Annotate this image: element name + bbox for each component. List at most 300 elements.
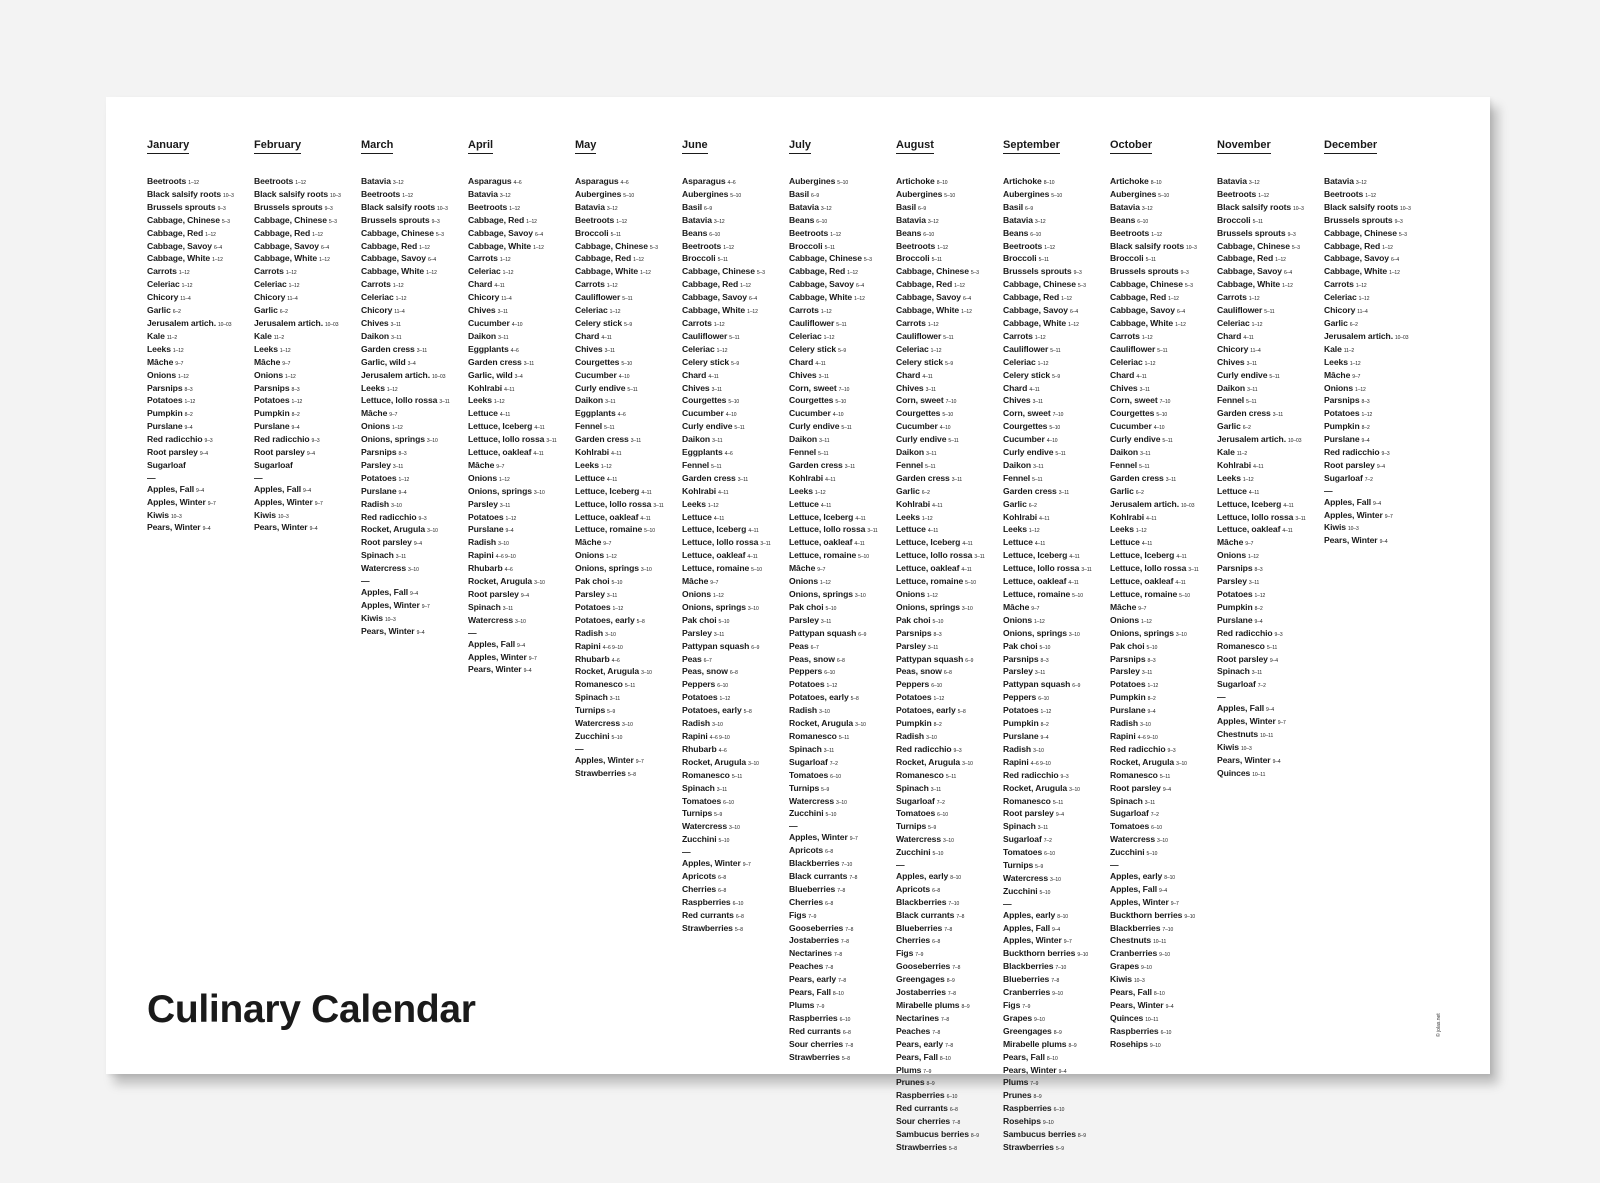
vegetable-item — [468, 202, 572, 215]
section-separator: — — [147, 472, 156, 483]
produce-name: Kale — [254, 330, 272, 341]
fruit-item — [896, 923, 1000, 936]
season-range: 1–12 — [921, 515, 933, 522]
produce-name: Basil — [682, 201, 703, 212]
produce-name: Cabbage, Chinese — [147, 214, 220, 225]
produce-name: Carrots — [1217, 292, 1247, 303]
vegetable-item — [1003, 783, 1107, 796]
produce-name: Zucchini — [575, 730, 610, 741]
season-range: 3–11 — [392, 463, 404, 470]
season-range: 5–11 — [717, 257, 728, 264]
produce-name: Beetroots — [1324, 188, 1364, 199]
season-range: 11–4 — [1357, 309, 1368, 316]
season-range: 1–12 — [285, 270, 297, 277]
season-range: 5–9 — [945, 360, 954, 367]
season-range: 3–4 — [514, 373, 523, 380]
vegetable-item — [682, 744, 786, 757]
season-range: 5–11 — [604, 425, 615, 432]
produce-name: Garlic, wild — [361, 356, 406, 367]
season-range: 1–12 — [178, 270, 190, 277]
vegetable-item — [468, 215, 572, 228]
vegetable-item — [468, 305, 572, 318]
season-range: 3–11 — [604, 347, 615, 354]
produce-name: Black salsify roots — [361, 201, 436, 212]
produce-name: Potatoes — [147, 395, 183, 406]
produce-name: Apples, Fall — [361, 587, 409, 597]
vegetable-item — [361, 421, 465, 434]
produce-name: Rocket, Arugula — [1110, 756, 1175, 767]
vegetable-item — [682, 808, 786, 821]
produce-name: Cabbage, Savoy — [468, 227, 533, 238]
vegetable-item — [575, 344, 679, 357]
season-range: 10–3 — [1186, 244, 1197, 251]
vegetable-item — [1217, 550, 1321, 563]
section-separator: — — [1003, 898, 1012, 909]
month-heading: February — [254, 139, 301, 154]
vegetable-item — [1217, 241, 1321, 254]
vegetable-item — [1324, 215, 1428, 228]
vegetable-item — [1110, 654, 1214, 667]
produce-name: Pears, Winter — [361, 625, 415, 636]
produce-name: Purslane — [361, 485, 397, 496]
produce-name: Apples, Fall — [254, 483, 302, 494]
produce-name: Cabbage, Savoy — [682, 292, 747, 303]
season-range: 5–11 — [838, 734, 850, 741]
produce-name: Beans — [1003, 227, 1029, 238]
produce-name: Rocket, Arugula — [789, 718, 854, 729]
season-range: 5–10 — [1039, 889, 1051, 896]
vegetable-item — [682, 408, 786, 421]
season-range: 6–10 — [923, 231, 935, 238]
produce-name: Celeriac — [1003, 356, 1036, 367]
season-range: 9–10 — [1184, 913, 1196, 920]
produce-name: Brussels sprouts — [1217, 227, 1286, 238]
season-range: 1–12 — [1151, 231, 1162, 238]
produce-name: Carrots — [896, 317, 926, 328]
produce-name: Watercress — [682, 821, 728, 832]
vegetable-item — [682, 266, 786, 279]
produce-name: Lettuce, lollo rossa — [1110, 563, 1187, 574]
produce-name: Rosehips — [1110, 1038, 1148, 1049]
season-range: 6–10 — [732, 900, 744, 907]
season-range: 8–3 — [1254, 567, 1263, 574]
produce-name: Brussels sprouts — [254, 201, 323, 212]
fruit-item — [682, 884, 786, 897]
vegetable-item — [147, 408, 251, 421]
produce-name: Mâche — [1217, 537, 1244, 548]
vegetable-item — [1217, 253, 1321, 266]
season-range: 3–12 — [820, 205, 832, 212]
produce-name: Jerusalem artich. — [1110, 498, 1179, 509]
season-range: 1–12 — [212, 257, 223, 264]
produce-name: Sugarloaf — [254, 459, 293, 470]
produce-name: Mâche — [1003, 601, 1030, 612]
produce-name: Beetroots — [468, 201, 508, 212]
season-range: 5–11 — [731, 773, 743, 780]
month-column-may — [575, 135, 679, 781]
season-range: 1–12 — [600, 463, 612, 470]
vegetable-item — [1324, 383, 1428, 396]
season-range: 5–11 — [734, 425, 745, 432]
produce-name: Lettuce, lollo rossa — [361, 395, 438, 406]
vegetable-item — [1110, 821, 1214, 834]
season-range: 6–7 — [703, 657, 712, 664]
season-range: 3–10 — [641, 670, 652, 677]
season-range: 5–11 — [1055, 451, 1066, 458]
season-range: 9–7 — [282, 360, 291, 367]
season-range: 5–11 — [711, 463, 722, 470]
vegetable-item — [1324, 253, 1428, 266]
season-range: 9–4 — [306, 451, 315, 458]
vegetable-item — [468, 383, 572, 396]
season-range: 4–11 — [1039, 515, 1050, 522]
vegetable-item — [575, 602, 679, 615]
season-range: 6–4 — [1070, 309, 1079, 316]
vegetable-item — [1003, 692, 1107, 705]
produce-name: Pears, Winter — [147, 522, 201, 533]
vegetable-item — [1217, 176, 1321, 189]
vegetable-item — [468, 602, 572, 615]
vegetable-item — [896, 305, 1000, 318]
season-range: 4–11 — [1176, 554, 1187, 561]
vegetable-item — [468, 447, 572, 460]
season-range: 7–10 — [948, 900, 960, 907]
vegetable-item — [1324, 357, 1428, 370]
section-separator: — — [682, 847, 691, 858]
produce-name: Chives — [682, 382, 710, 393]
vegetable-item — [361, 550, 465, 563]
season-range: 7–8 — [1051, 978, 1060, 985]
season-range: 11–4 — [501, 296, 512, 303]
produce-name: Lettuce — [468, 408, 498, 419]
season-range: 3–10 — [391, 502, 402, 509]
vegetable-item — [1324, 279, 1428, 292]
produce-name: Celery stick — [682, 356, 730, 367]
season-range: 5–11 — [841, 425, 852, 432]
produce-name: Root parsley — [1217, 653, 1268, 664]
season-range: 1–12 — [499, 476, 510, 483]
season-range: 5–8 — [734, 926, 743, 933]
vegetable-item — [682, 318, 786, 331]
vegetable-item — [789, 383, 893, 396]
produce-name: Tomatoes — [789, 769, 829, 780]
season-range: 1–12 — [279, 347, 291, 354]
season-range: 4–11 — [713, 515, 725, 522]
season-range: 3–11 — [1188, 567, 1199, 574]
vegetable-item — [789, 318, 893, 331]
season-range: 1–12 — [1382, 244, 1393, 251]
season-range: 8–10 — [939, 1055, 951, 1062]
vegetable-item — [1110, 628, 1214, 641]
produce-name: Leeks — [1003, 524, 1027, 535]
produce-name: Curly endive — [575, 382, 626, 393]
produce-name: Plums — [789, 1000, 815, 1010]
season-range: 4–6 — [620, 180, 629, 186]
season-range: 4–11 — [825, 476, 836, 483]
vegetable-item — [1217, 383, 1321, 396]
season-range: 3–11 — [523, 360, 535, 367]
vegetable-item — [682, 563, 786, 576]
season-range: 6–8 — [943, 670, 952, 677]
produce-name: Garlic — [147, 305, 171, 316]
vegetable-item — [575, 563, 679, 576]
produce-name: Root parsley — [254, 447, 305, 458]
produce-name: Daikon — [1217, 382, 1246, 393]
produce-name: Potatoes, early — [896, 705, 956, 716]
season-range: 6–8 — [825, 900, 834, 907]
vegetable-item — [896, 666, 1000, 679]
vegetable-item — [468, 460, 572, 473]
produce-name: Apricots — [682, 870, 717, 881]
vegetable-item — [147, 266, 251, 279]
vegetable-item — [896, 241, 1000, 254]
season-range: 9–10 — [1159, 952, 1170, 959]
vegetable-item — [1110, 266, 1214, 279]
season-range: 10–03 — [325, 321, 339, 328]
produce-name: Chives — [468, 305, 496, 316]
produce-name: Lettuce — [1110, 537, 1140, 548]
season-range: 5–3 — [863, 257, 872, 264]
fruit-item — [896, 1000, 1000, 1013]
season-range: 6–10 — [1160, 1029, 1172, 1036]
vegetable-item — [361, 486, 465, 499]
produce-name: Garden cress — [1217, 408, 1271, 419]
vegetable-item — [1003, 395, 1107, 408]
season-range: 9–7 — [849, 836, 858, 843]
produce-name: Garden cress — [361, 343, 415, 354]
vegetable-item — [682, 524, 786, 537]
vegetable-item — [468, 486, 572, 499]
vegetable-item — [1003, 292, 1107, 305]
vegetable-item — [254, 228, 358, 241]
produce-name: Parsley — [1003, 666, 1033, 677]
season-range: 3–10 — [515, 618, 526, 625]
season-range: 9–3 — [431, 218, 440, 225]
produce-name: Romanesco — [896, 769, 944, 780]
fruit-item — [254, 522, 358, 535]
season-range: 1–12 — [1061, 296, 1072, 303]
vegetable-item — [575, 731, 679, 744]
produce-name: Zucchini — [1003, 885, 1038, 896]
vegetable-item — [1217, 421, 1321, 434]
season-range: 8–10 — [950, 874, 961, 881]
season-range: 4–6 9–10 — [1137, 734, 1158, 741]
produce-name: Apples, early — [1003, 909, 1056, 920]
vegetable-item — [789, 512, 893, 525]
produce-name: Red radicchio — [896, 743, 952, 754]
produce-name: Jostaberries — [789, 935, 839, 946]
vegetable-item — [147, 447, 251, 460]
season-range: 9–10 — [1042, 1120, 1054, 1127]
season-range: 9–7 — [603, 541, 612, 548]
produce-name: Turnips — [789, 782, 820, 793]
produce-name: Romanesco — [682, 769, 730, 780]
vegetable-item — [1217, 615, 1321, 628]
produce-name: Lettuce, romaine — [789, 550, 857, 561]
season-range: 5–3 — [221, 218, 230, 225]
produce-name: Lettuce — [1217, 485, 1247, 496]
produce-name: Eggplants — [682, 447, 723, 458]
produce-name: Cabbage, Chinese — [1003, 279, 1076, 290]
produce-name: Broccoli — [1003, 253, 1037, 264]
season-range: 3–11 — [926, 451, 937, 458]
fruit-item — [896, 961, 1000, 974]
season-range: 9–7 — [1384, 513, 1393, 520]
produce-name: Rocket, Arugula — [575, 666, 640, 677]
produce-name: Buckthorn berries — [1003, 948, 1076, 959]
produce-name: Lettuce, oakleaf — [1217, 524, 1281, 535]
vegetable-item — [789, 783, 893, 796]
season-range: 3–10 — [747, 605, 759, 612]
fruit-item — [896, 910, 1000, 923]
season-range: 5–3 — [1077, 283, 1086, 290]
season-range: 1–12 — [1282, 283, 1293, 290]
produce-name: Garlic — [254, 305, 278, 316]
season-range: 4–11 — [932, 502, 943, 509]
fruit-item — [896, 1090, 1000, 1103]
fruit-item — [1324, 535, 1428, 548]
season-range: 9–4 — [1040, 734, 1049, 741]
season-range: 1–12 — [533, 244, 544, 251]
season-range: 5–9 — [714, 812, 723, 819]
season-range: 3–10 — [926, 734, 937, 741]
fruit-item — [896, 1013, 1000, 1026]
season-range: 1–12 — [291, 399, 303, 406]
fruit-item — [1110, 987, 1214, 1000]
produce-name: Cucumber — [789, 408, 831, 419]
produce-name: Black salsify roots — [1110, 240, 1185, 251]
produce-name: Courgettes — [1110, 408, 1155, 419]
produce-name: Onions, springs — [1110, 627, 1174, 638]
vegetable-item — [1217, 628, 1321, 641]
produce-name: Potatoes — [361, 472, 397, 483]
season-range: 3–12 — [927, 218, 939, 225]
produce-name: Rhubarb — [575, 653, 610, 664]
season-range: 3–12 — [392, 180, 404, 186]
season-range: 1–12 — [1389, 270, 1400, 277]
season-range: 6–2 — [1135, 489, 1144, 496]
vegetable-item — [896, 602, 1000, 615]
season-range: 1–12 — [184, 399, 196, 406]
season-range: 1–12 — [716, 347, 728, 354]
season-range: 3–11 — [925, 386, 936, 393]
season-range: 3–10 — [943, 838, 954, 845]
produce-name: Spinach — [468, 601, 501, 612]
produce-name: Onions, springs — [896, 601, 960, 612]
produce-name: Courgettes — [575, 356, 620, 367]
season-range: 6–9 — [965, 657, 974, 664]
produce-name: Daikon — [682, 434, 711, 445]
season-range: 4–6 9–10 — [602, 644, 623, 651]
calendar-poster — [106, 97, 1490, 1152]
vegetable-item — [682, 512, 786, 525]
season-range: 5–10 — [858, 554, 869, 561]
season-range: 1–12 — [493, 399, 505, 406]
season-range: 10–03 — [432, 373, 446, 380]
produce-name: Cherries — [789, 896, 824, 907]
section-separator: — — [896, 860, 905, 871]
season-range: 4–11 — [606, 476, 618, 483]
season-range: 4–11 — [708, 373, 719, 380]
season-range: 3–11 — [1081, 567, 1092, 574]
produce-name: Garlic — [896, 485, 920, 496]
produce-name: Kale — [1324, 343, 1342, 354]
produce-name: Pears, Winter — [1217, 754, 1271, 765]
vegetable-item — [1003, 615, 1107, 628]
season-range: 1–12 — [1135, 528, 1147, 535]
produce-name: Mirabelle plums — [896, 1000, 960, 1010]
produce-name: Leeks — [468, 395, 492, 406]
vegetable-item — [361, 524, 465, 537]
vegetable-item — [896, 744, 1000, 757]
fruit-item — [1110, 884, 1214, 897]
produce-name: Cauliflower — [1003, 343, 1049, 354]
produce-name: Celeriac — [896, 343, 929, 354]
season-range: 9–3 — [1274, 631, 1283, 638]
season-range: 8–9 — [970, 1133, 979, 1140]
season-range: 1–12 — [402, 192, 413, 199]
produce-name: Beetroots — [147, 176, 187, 186]
vegetable-item — [1217, 434, 1321, 447]
produce-name: Rapini — [1110, 730, 1136, 741]
produce-name: Leeks — [896, 511, 920, 522]
season-range: 3–11 — [1251, 670, 1263, 677]
produce-name: Celeriac — [254, 279, 287, 290]
produce-name: Apples, early — [1110, 870, 1163, 881]
season-range: 5–10 — [644, 528, 655, 535]
produce-name: Tomatoes — [682, 795, 722, 806]
season-range: 8–2 — [933, 722, 942, 729]
vegetable-item — [1217, 318, 1321, 331]
produce-name: Onions — [361, 421, 390, 432]
produce-name: Pattypan squash — [896, 653, 964, 664]
produce-name: Onions — [575, 550, 604, 561]
vegetable-item — [575, 550, 679, 563]
season-range: 9–3 — [1060, 773, 1069, 780]
vegetable-item — [361, 305, 465, 318]
produce-name: Carrots — [1110, 330, 1140, 341]
season-range: 5–10 — [623, 192, 635, 199]
vegetable-item — [682, 834, 786, 847]
season-range: 8–9 — [961, 1004, 970, 1010]
produce-name: Lettuce, lollo rossa — [896, 550, 973, 561]
season-range: 9–3 — [953, 747, 962, 754]
vegetable-item — [1110, 550, 1214, 563]
month-heading: March — [361, 139, 393, 154]
vegetable-item — [1110, 473, 1214, 486]
produce-name: Carrots — [575, 279, 605, 290]
produce-name: Lettuce, romaine — [575, 524, 643, 535]
season-range: 9–4 — [303, 487, 312, 494]
vegetable-item — [468, 434, 572, 447]
vegetable-item — [789, 744, 893, 757]
produce-name: Celeriac — [682, 343, 715, 354]
vegetable-item — [468, 473, 572, 486]
season-range: 1–12 — [1175, 321, 1186, 328]
season-range: 6–8 — [842, 1029, 851, 1036]
produce-name: Spinach — [575, 692, 608, 703]
produce-name: Cabbage, White — [1324, 266, 1388, 277]
vegetable-item — [468, 537, 572, 550]
produce-name: Lettuce, oakleaf — [789, 537, 853, 548]
produce-name: Aubergines — [789, 176, 836, 186]
vegetable-item — [896, 318, 1000, 331]
produce-name: Onions, springs — [575, 563, 639, 574]
produce-name: Chicory — [1324, 305, 1356, 316]
vegetable-item — [896, 563, 1000, 576]
produce-name: Spinach — [1217, 666, 1250, 677]
produce-name: Curly endive — [682, 421, 733, 432]
